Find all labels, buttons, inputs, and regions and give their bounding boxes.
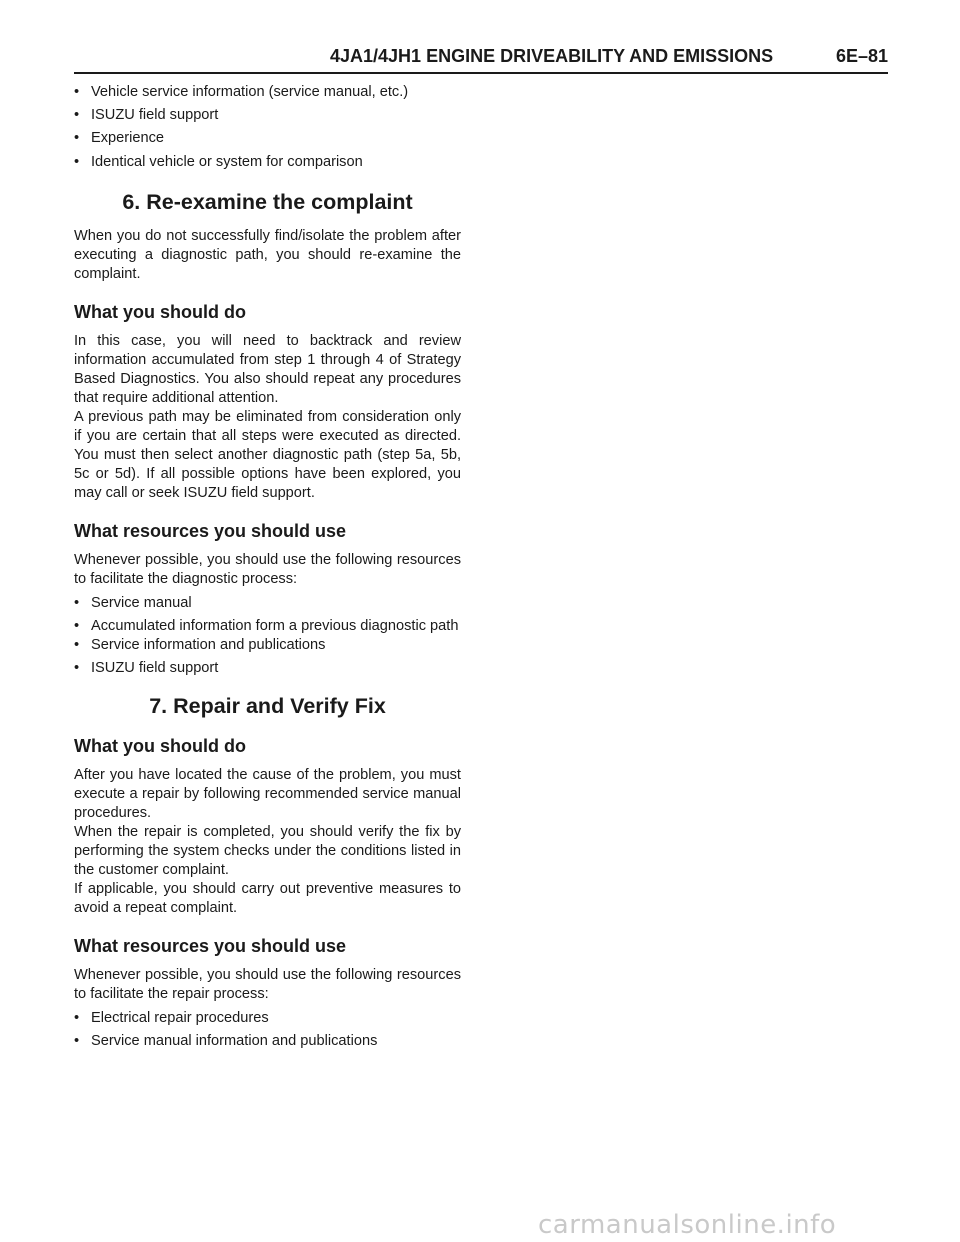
section-6-do-heading: What you should do: [74, 301, 246, 322]
list-item: • ISUZU field support: [74, 659, 219, 676]
list-item: • Service manual information and publications: [74, 1033, 378, 1050]
list-item: • Electrical repair procedures: [74, 1009, 269, 1026]
bullet-icon: •: [74, 1033, 80, 1050]
bullet-icon: •: [74, 617, 80, 634]
section-7-do-paragraph-1: After you have located the cause of the problem, you must execute a repair by following recommended service manual procedures.: [74, 766, 461, 821]
content-column: [74, 80, 461, 1055]
section-6-do-paragraph-1: In this case, you will need to backtrack and review information accumulated from step 1 through 4 of Strategy Based Diagnostics. You also should repeat any procedures that require additional attention.: [74, 332, 461, 406]
list-item: • Identical vehicle or system for comparison: [74, 153, 363, 170]
page-header: [74, 44, 888, 74]
section-7-do-heading: What you should do: [74, 735, 246, 756]
section-6-resources-list: [74, 594, 461, 678]
bullet-icon: •: [74, 1009, 80, 1026]
page-number: 6E–81: [835, 46, 888, 66]
bullet-icon: •: [74, 130, 80, 147]
list-item: • ISUZU field support: [74, 107, 219, 124]
section-7-title: 7. Repair and Verify Fix: [149, 693, 386, 718]
bullet-icon: •: [74, 84, 80, 100]
list-item: • Accumulated information form a previous diagnostic path: [74, 617, 459, 634]
list-item: • Service manual: [74, 594, 192, 611]
section-6-intro: When you do not successfully find/isolate the problem after executing a diagnostic path, you should re-examine the complaint.: [74, 227, 461, 282]
section-7-do-paragraph-3: If applicable, you should carry out preventive measures to avoid a repeat complaint.: [74, 880, 461, 916]
header-title: 4JA1/4JH1 ENGINE DRIVEABILITY AND EMISSIONS: [330, 46, 774, 66]
section-7-do-paragraph-2: When the repair is completed, you should verify the fix by performing the system checks under the conditions listed in the customer complaint.: [74, 823, 461, 878]
resources-list-top: [74, 83, 461, 172]
section-6-resources-intro: Whenever possible, you should use the following resources to facilitate the diagnostic process:: [74, 551, 461, 587]
list-item: • Experience: [74, 130, 165, 147]
section-6-resources-heading: What resources you should use: [74, 520, 347, 541]
section-7-resources-intro: Whenever possible, you should use the following resources to facilitate the repair process:: [74, 966, 461, 1002]
bullet-icon: •: [74, 636, 80, 653]
section-7-resources-heading: What resources you should use: [74, 935, 347, 956]
section-6-do-paragraph-2: A previous path may be eliminated from consideration only if you are certain that all steps were executed as directed. You must then select another diagnostic path (step 5a, 5b, 5c or 5d). If all possible options have been explored, you may call or seek ISUZU field support.: [74, 408, 461, 501]
bullet-icon: •: [74, 659, 80, 676]
list-item: • Vehicle service information (service manual, etc.): [74, 84, 409, 100]
watermark: carmanualsonline.info: [538, 1210, 837, 1240]
bullet-icon: •: [74, 594, 80, 611]
bullet-icon: •: [74, 153, 80, 170]
section-7-resources-list: [74, 1009, 461, 1051]
list-item: • Service information and publications: [74, 636, 326, 653]
section-6-title: 6. Re-examine the complaint: [122, 189, 413, 214]
bullet-icon: •: [74, 107, 80, 124]
